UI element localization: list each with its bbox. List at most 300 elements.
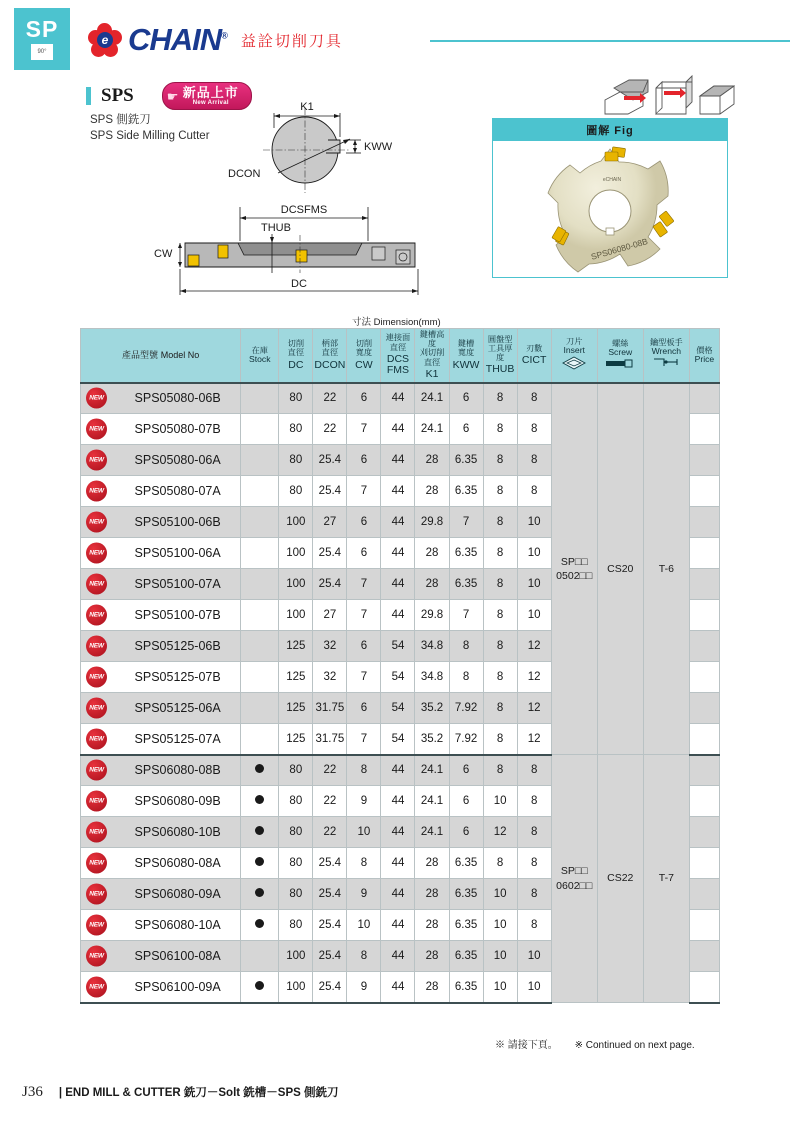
title-accent-bar xyxy=(86,87,91,105)
cell-cict: 12 xyxy=(517,631,551,662)
cell-price xyxy=(689,972,719,1003)
cell-cw: 10 xyxy=(347,910,381,941)
cell-dcon: 25.4 xyxy=(313,879,347,910)
cell-stock xyxy=(241,972,279,1003)
cell-model: NEW SPS05080-07B xyxy=(81,414,241,445)
cell-k1: 34.8 xyxy=(415,662,449,693)
cell-dc: 125 xyxy=(279,693,313,724)
cell-cict: 10 xyxy=(517,941,551,972)
cell-kww: 6 xyxy=(449,414,483,445)
col-cw-code: CW xyxy=(355,358,373,371)
cell-dcon: 25.4 xyxy=(313,941,347,972)
cell-kww: 6.35 xyxy=(449,879,483,910)
cell-stock xyxy=(241,786,279,817)
cell-dcsfms: 44 xyxy=(381,538,415,569)
new-badge-icon: NEW xyxy=(86,450,107,471)
cell-dc: 80 xyxy=(279,817,313,848)
cell-cw: 10 xyxy=(347,817,381,848)
col-stock-en: Stock xyxy=(249,354,271,365)
cell-k1: 24.1 xyxy=(415,817,449,848)
cell-model: NEW SPS05100-06A xyxy=(81,538,241,569)
cell-cw: 9 xyxy=(347,972,381,1003)
cell-k1: 24.1 xyxy=(415,786,449,817)
cell-k1: 28 xyxy=(415,538,449,569)
cell-dcon: 27 xyxy=(313,507,347,538)
continued-note-english: ※ Continued on next page. xyxy=(574,1040,695,1051)
col-k1-code: K1 xyxy=(425,367,439,380)
cell-kww: 6.35 xyxy=(449,972,483,1003)
cell-kww: 7 xyxy=(449,507,483,538)
cell-stock xyxy=(241,724,279,755)
cell-kww: 7.92 xyxy=(449,724,483,755)
cell-k1: 28 xyxy=(415,972,449,1003)
cell-stock xyxy=(241,383,279,414)
cell-model: NEW SPS06080-09B xyxy=(81,786,241,817)
cell-dcsfms: 44 xyxy=(381,817,415,848)
cell-kww: 6.35 xyxy=(449,569,483,600)
col-model-cn: 產品型號 xyxy=(121,349,158,360)
col-header-dcsfms: 連接面 直徑 DCS FMS xyxy=(381,329,415,383)
flower-logo-icon xyxy=(88,23,122,57)
brand-logo xyxy=(88,22,343,58)
cell-cw: 6 xyxy=(347,507,381,538)
cell-dc: 100 xyxy=(279,507,313,538)
sp-series-badge xyxy=(14,8,70,70)
cell-kww: 6.35 xyxy=(449,941,483,972)
continued-note-chinese: ※ 請接下頁。 xyxy=(495,1040,558,1051)
cell-k1: 29.8 xyxy=(415,507,449,538)
col-fms-code: FMS xyxy=(386,364,410,377)
stock-indicator xyxy=(255,981,264,990)
cell-price xyxy=(689,383,719,414)
cell-stock xyxy=(241,817,279,848)
registered-mark: ® xyxy=(221,30,227,41)
cell-dcsfms: 44 xyxy=(381,414,415,445)
cell-model: NEW SPS05125-06B xyxy=(81,631,241,662)
table-row xyxy=(81,383,720,414)
cell-kww: 7.92 xyxy=(449,693,483,724)
col-header-stock xyxy=(241,329,279,383)
cell-dc: 100 xyxy=(279,538,313,569)
cell-thub: 8 xyxy=(483,476,517,507)
cell-dcsfms: 54 xyxy=(381,724,415,755)
cell-stock xyxy=(241,662,279,693)
cell-dc: 125 xyxy=(279,662,313,693)
new-badge-icon: NEW xyxy=(86,822,107,843)
new-badge-icon: NEW xyxy=(86,481,107,502)
cell-dcon: 25.4 xyxy=(313,848,347,879)
new-badge-icon: NEW xyxy=(86,512,107,533)
cell-k1: 28 xyxy=(415,941,449,972)
cell-cw: 7 xyxy=(347,476,381,507)
new-badge-icon: NEW xyxy=(86,884,107,905)
cell-model: NEW SPS05080-06A xyxy=(81,445,241,476)
cell-thub: 8 xyxy=(483,662,517,693)
cell-cw: 7 xyxy=(347,600,381,631)
cell-price xyxy=(689,476,719,507)
cell-cict: 8 xyxy=(517,414,551,445)
svg-text:KWW: KWW xyxy=(364,141,393,153)
product-name-chinese: SPS 側銑刀 xyxy=(90,114,151,126)
cell-cw: 8 xyxy=(347,755,381,786)
cell-cict: 10 xyxy=(517,569,551,600)
col-header-wrench: 鑰型板手 Wrench xyxy=(643,329,689,383)
new-arrival-chinese: 新品上市 xyxy=(182,85,239,100)
cell-dcsfms: 44 xyxy=(381,445,415,476)
svg-text:THUB: THUB xyxy=(261,222,291,234)
cell-cict: 8 xyxy=(517,445,551,476)
cell-dcsfms: 44 xyxy=(381,972,415,1003)
cell-model: NEW SPS05125-06A xyxy=(81,693,241,724)
stock-indicator xyxy=(255,764,264,773)
cell-kww: 6.35 xyxy=(449,445,483,476)
cell-thub: 12 xyxy=(483,817,517,848)
cell-kww: 6.35 xyxy=(449,848,483,879)
cell-wrench-code: T-7 xyxy=(643,755,689,1003)
cell-thub: 8 xyxy=(483,538,517,569)
cell-dcon: 32 xyxy=(313,631,347,662)
cell-price xyxy=(689,600,719,631)
cell-stock xyxy=(241,755,279,786)
col-header-thub: 圓盤型 工具厚度 THUB xyxy=(483,329,517,383)
cell-dc: 80 xyxy=(279,414,313,445)
cell-k1: 28 xyxy=(415,848,449,879)
col-header-insert: 刀片 Insert xyxy=(551,329,597,383)
cell-price xyxy=(689,848,719,879)
col-header-cw: 切削 寬度 CW xyxy=(347,329,381,383)
stock-indicator xyxy=(255,888,264,897)
cell-dcon: 31.75 xyxy=(313,693,347,724)
cell-dcon: 22 xyxy=(313,414,347,445)
col-header-dc: 切削 直徑 DC xyxy=(279,329,313,383)
header-divider xyxy=(430,40,790,42)
new-arrival-english: New Arrival xyxy=(192,99,229,106)
new-badge-icon: NEW xyxy=(86,419,107,440)
svg-text:K1: K1 xyxy=(300,101,314,113)
cell-cict: 10 xyxy=(517,538,551,569)
new-badge-icon: NEW xyxy=(86,388,107,409)
cell-model: NEW SPS06080-09A xyxy=(81,879,241,910)
stock-indicator xyxy=(255,826,264,835)
new-badge-icon: NEW xyxy=(86,976,107,997)
logo-e-letter: e xyxy=(97,32,113,48)
cell-k1: 29.8 xyxy=(415,600,449,631)
cell-model: NEW SPS06080-10A xyxy=(81,910,241,941)
footer-section-title: | END MILL & CUTTER 銑刀－Solt 銑槽－SPS 側銑刀 xyxy=(58,1087,339,1099)
cell-cw: 7 xyxy=(347,724,381,755)
cell-wrench-code: T-6 xyxy=(643,383,689,755)
cell-model: NEW SPS06100-08A xyxy=(81,941,241,972)
cell-dc: 100 xyxy=(279,972,313,1003)
cell-thub: 8 xyxy=(483,631,517,662)
cell-thub: 8 xyxy=(483,445,517,476)
cell-dcon: 27 xyxy=(313,600,347,631)
cell-kww: 8 xyxy=(449,631,483,662)
svg-text:eCHAIN: eCHAIN xyxy=(602,177,622,183)
cell-thub: 8 xyxy=(483,507,517,538)
cell-price xyxy=(689,724,719,755)
cell-cw: 8 xyxy=(347,848,381,879)
cell-dc: 100 xyxy=(279,941,313,972)
col-thub-code: THUB xyxy=(485,363,515,376)
cell-dc: 100 xyxy=(279,600,313,631)
cell-cict: 8 xyxy=(517,755,551,786)
stock-indicator xyxy=(255,919,264,928)
cell-k1: 28 xyxy=(415,569,449,600)
cell-model: NEW SPS05100-06B xyxy=(81,507,241,538)
table-row xyxy=(81,755,720,786)
cell-price xyxy=(689,786,719,817)
table-body xyxy=(81,383,720,1003)
cell-kww: 8 xyxy=(449,662,483,693)
cell-dcsfms: 44 xyxy=(381,848,415,879)
figure-photo xyxy=(493,141,727,280)
cell-price xyxy=(689,941,719,972)
cell-cict: 8 xyxy=(517,879,551,910)
cell-dc: 100 xyxy=(279,569,313,600)
col-cict-code: CICT xyxy=(521,353,547,366)
new-badge-icon: NEW xyxy=(86,946,107,967)
cell-dcon: 25.4 xyxy=(313,569,347,600)
product-code: SPS xyxy=(101,84,134,106)
screw-icon xyxy=(605,361,635,372)
cell-thub: 8 xyxy=(483,569,517,600)
cell-k1: 35.2 xyxy=(415,693,449,724)
cell-stock xyxy=(241,538,279,569)
figure-title-chinese: 圖解 xyxy=(586,125,611,137)
new-badge-icon: NEW xyxy=(86,853,107,874)
cell-thub: 8 xyxy=(483,755,517,786)
cell-cw: 9 xyxy=(347,879,381,910)
cell-thub: 8 xyxy=(483,383,517,414)
cell-dcsfms: 44 xyxy=(381,786,415,817)
cell-cw: 6 xyxy=(347,631,381,662)
col-stock-cn: 在庫 xyxy=(251,345,268,355)
cell-thub: 8 xyxy=(483,693,517,724)
cell-dcon: 25.4 xyxy=(313,445,347,476)
cell-model: NEW SPS05100-07B xyxy=(81,600,241,631)
cell-kww: 6.35 xyxy=(449,910,483,941)
cell-stock xyxy=(241,569,279,600)
technical-drawing xyxy=(150,95,450,310)
cell-cict: 8 xyxy=(517,476,551,507)
col-header-k1: 鍵槽高度 刈切削直徑 K1 xyxy=(415,329,449,383)
cell-dc: 80 xyxy=(279,445,313,476)
new-badge-icon: NEW xyxy=(86,791,107,812)
page-footer xyxy=(22,1084,339,1101)
cell-thub: 10 xyxy=(483,941,517,972)
cell-dcon: 25.4 xyxy=(313,972,347,1003)
cell-dcsfms: 44 xyxy=(381,910,415,941)
cell-cw: 8 xyxy=(347,941,381,972)
cell-stock xyxy=(241,941,279,972)
cell-cict: 12 xyxy=(517,724,551,755)
col-header-model xyxy=(81,329,241,383)
cell-dcsfms: 54 xyxy=(381,693,415,724)
cell-thub: 10 xyxy=(483,786,517,817)
cell-cw: 6 xyxy=(347,445,381,476)
cell-dc: 80 xyxy=(279,786,313,817)
cell-model: NEW SPS06080-10B xyxy=(81,817,241,848)
cell-dcon: 22 xyxy=(313,786,347,817)
cell-cict: 10 xyxy=(517,600,551,631)
cell-cict: 8 xyxy=(517,817,551,848)
cell-cict: 8 xyxy=(517,910,551,941)
cell-insert-code: SP□□ 0502□□ xyxy=(551,383,597,755)
cell-k1: 24.1 xyxy=(415,755,449,786)
cell-thub: 8 xyxy=(483,724,517,755)
cell-dcon: 25.4 xyxy=(313,538,347,569)
cell-dcon: 22 xyxy=(313,817,347,848)
col-dc-code: DC xyxy=(288,358,304,371)
cell-dcon: 31.75 xyxy=(313,724,347,755)
col-header-price: 價格 Price xyxy=(689,329,719,383)
svg-text:CW: CW xyxy=(154,248,173,260)
cell-dcon: 25.4 xyxy=(313,910,347,941)
col-header-kww: 鍵槽 寬度 KWW xyxy=(449,329,483,383)
new-badge-icon: NEW xyxy=(86,760,107,781)
cell-price xyxy=(689,414,719,445)
cell-dc: 80 xyxy=(279,910,313,941)
cell-dcsfms: 44 xyxy=(381,755,415,786)
cell-k1: 34.8 xyxy=(415,631,449,662)
insert-icon xyxy=(561,362,587,373)
figure-title-english: Fig xyxy=(614,125,634,137)
cell-cict: 8 xyxy=(517,383,551,414)
cell-k1: 28 xyxy=(415,445,449,476)
cell-price xyxy=(689,910,719,941)
cell-price xyxy=(689,817,719,848)
svg-text:DC: DC xyxy=(291,278,307,290)
svg-text:DCSFMS: DCSFMS xyxy=(280,204,328,216)
col-model-en: Model No xyxy=(160,349,200,360)
stock-indicator xyxy=(255,857,264,866)
cell-insert-code: SP□□ 0602□□ xyxy=(551,755,597,1003)
col-header-dcon: 柄部 直徑 DCON xyxy=(313,329,347,383)
cell-screw-code: CS22 xyxy=(597,755,643,1003)
cell-dcon: 22 xyxy=(313,755,347,786)
cell-cict: 10 xyxy=(517,507,551,538)
cell-dcon: 32 xyxy=(313,662,347,693)
cell-stock xyxy=(241,693,279,724)
cell-thub: 8 xyxy=(483,848,517,879)
cell-thub: 10 xyxy=(483,879,517,910)
cell-kww: 6 xyxy=(449,786,483,817)
svg-text:DCON: DCON xyxy=(228,168,261,180)
cell-price xyxy=(689,538,719,569)
brand-name xyxy=(128,22,227,58)
cell-cict: 8 xyxy=(517,786,551,817)
cell-model: NEW SPS05125-07B xyxy=(81,662,241,693)
cell-stock xyxy=(241,631,279,662)
cell-model: NEW SPS05125-07A xyxy=(81,724,241,755)
cell-dcsfms: 54 xyxy=(381,631,415,662)
cell-cw: 9 xyxy=(347,786,381,817)
cell-k1: 28 xyxy=(415,879,449,910)
cell-stock xyxy=(241,600,279,631)
cell-stock xyxy=(241,476,279,507)
cell-model: NEW SPS06100-09A xyxy=(81,972,241,1003)
page-number: J36 xyxy=(22,1084,43,1100)
col-header-cict: 刃數 CICT xyxy=(517,329,551,383)
cell-model: NEW SPS05100-07A xyxy=(81,569,241,600)
cell-dc: 80 xyxy=(279,879,313,910)
cell-screw-code: CS20 xyxy=(597,383,643,755)
cell-dcsfms: 44 xyxy=(381,507,415,538)
cell-dc: 125 xyxy=(279,724,313,755)
cell-k1: 28 xyxy=(415,910,449,941)
machining-operation-icons xyxy=(600,74,735,121)
new-badge-icon: NEW xyxy=(86,636,107,657)
new-badge-icon: NEW xyxy=(86,574,107,595)
cell-price xyxy=(689,507,719,538)
cell-dcon: 25.4 xyxy=(313,476,347,507)
cell-dcsfms: 44 xyxy=(381,879,415,910)
col-kww-code: KWW xyxy=(452,358,480,371)
continued-note xyxy=(495,1036,709,1051)
cell-cw: 7 xyxy=(347,662,381,693)
cell-cw: 7 xyxy=(347,569,381,600)
cell-model: NEW SPS06080-08A xyxy=(81,848,241,879)
cell-stock xyxy=(241,848,279,879)
cell-model: NEW SPS05080-06B xyxy=(81,383,241,414)
cell-price xyxy=(689,631,719,662)
cell-thub: 8 xyxy=(483,600,517,631)
cell-dc: 125 xyxy=(279,631,313,662)
new-badge-icon: NEW xyxy=(86,915,107,936)
cell-k1: 28 xyxy=(415,476,449,507)
wrench-icon xyxy=(651,361,681,372)
cell-kww: 6 xyxy=(449,755,483,786)
cell-kww: 6.35 xyxy=(449,538,483,569)
cell-dc: 80 xyxy=(279,848,313,879)
cell-price xyxy=(689,693,719,724)
cell-dc: 80 xyxy=(279,476,313,507)
cell-dcsfms: 44 xyxy=(381,569,415,600)
product-name-english: SPS Side Milling Cutter xyxy=(90,130,210,142)
stock-indicator xyxy=(255,795,264,804)
cell-model: NEW SPS05080-07A xyxy=(81,476,241,507)
cell-stock xyxy=(241,879,279,910)
cell-k1: 35.2 xyxy=(415,724,449,755)
cell-cict: 12 xyxy=(517,662,551,693)
cell-price xyxy=(689,879,719,910)
cell-dcsfms: 44 xyxy=(381,941,415,972)
cell-cw: 6 xyxy=(347,383,381,414)
specification-table xyxy=(80,328,720,1004)
cell-stock xyxy=(241,910,279,941)
cell-price xyxy=(689,445,719,476)
cell-thub: 8 xyxy=(483,414,517,445)
photo-model-label: SPS06080-08B xyxy=(589,236,649,262)
cell-dc: 80 xyxy=(279,755,313,786)
cell-price xyxy=(689,662,719,693)
cell-dcsfms: 44 xyxy=(381,476,415,507)
cell-cict: 8 xyxy=(517,848,551,879)
new-badge-icon: NEW xyxy=(86,728,107,749)
cell-dcsfms: 54 xyxy=(381,662,415,693)
cell-cict: 10 xyxy=(517,972,551,1003)
cell-kww: 6 xyxy=(449,383,483,414)
cell-cict: 12 xyxy=(517,693,551,724)
new-badge-icon: NEW xyxy=(86,543,107,564)
cell-k1: 24.1 xyxy=(415,383,449,414)
cell-cw: 7 xyxy=(347,414,381,445)
col-dcon-code: DCON xyxy=(314,358,346,371)
cell-kww: 7 xyxy=(449,600,483,631)
cell-dcon: 22 xyxy=(313,383,347,414)
cell-cw: 6 xyxy=(347,538,381,569)
